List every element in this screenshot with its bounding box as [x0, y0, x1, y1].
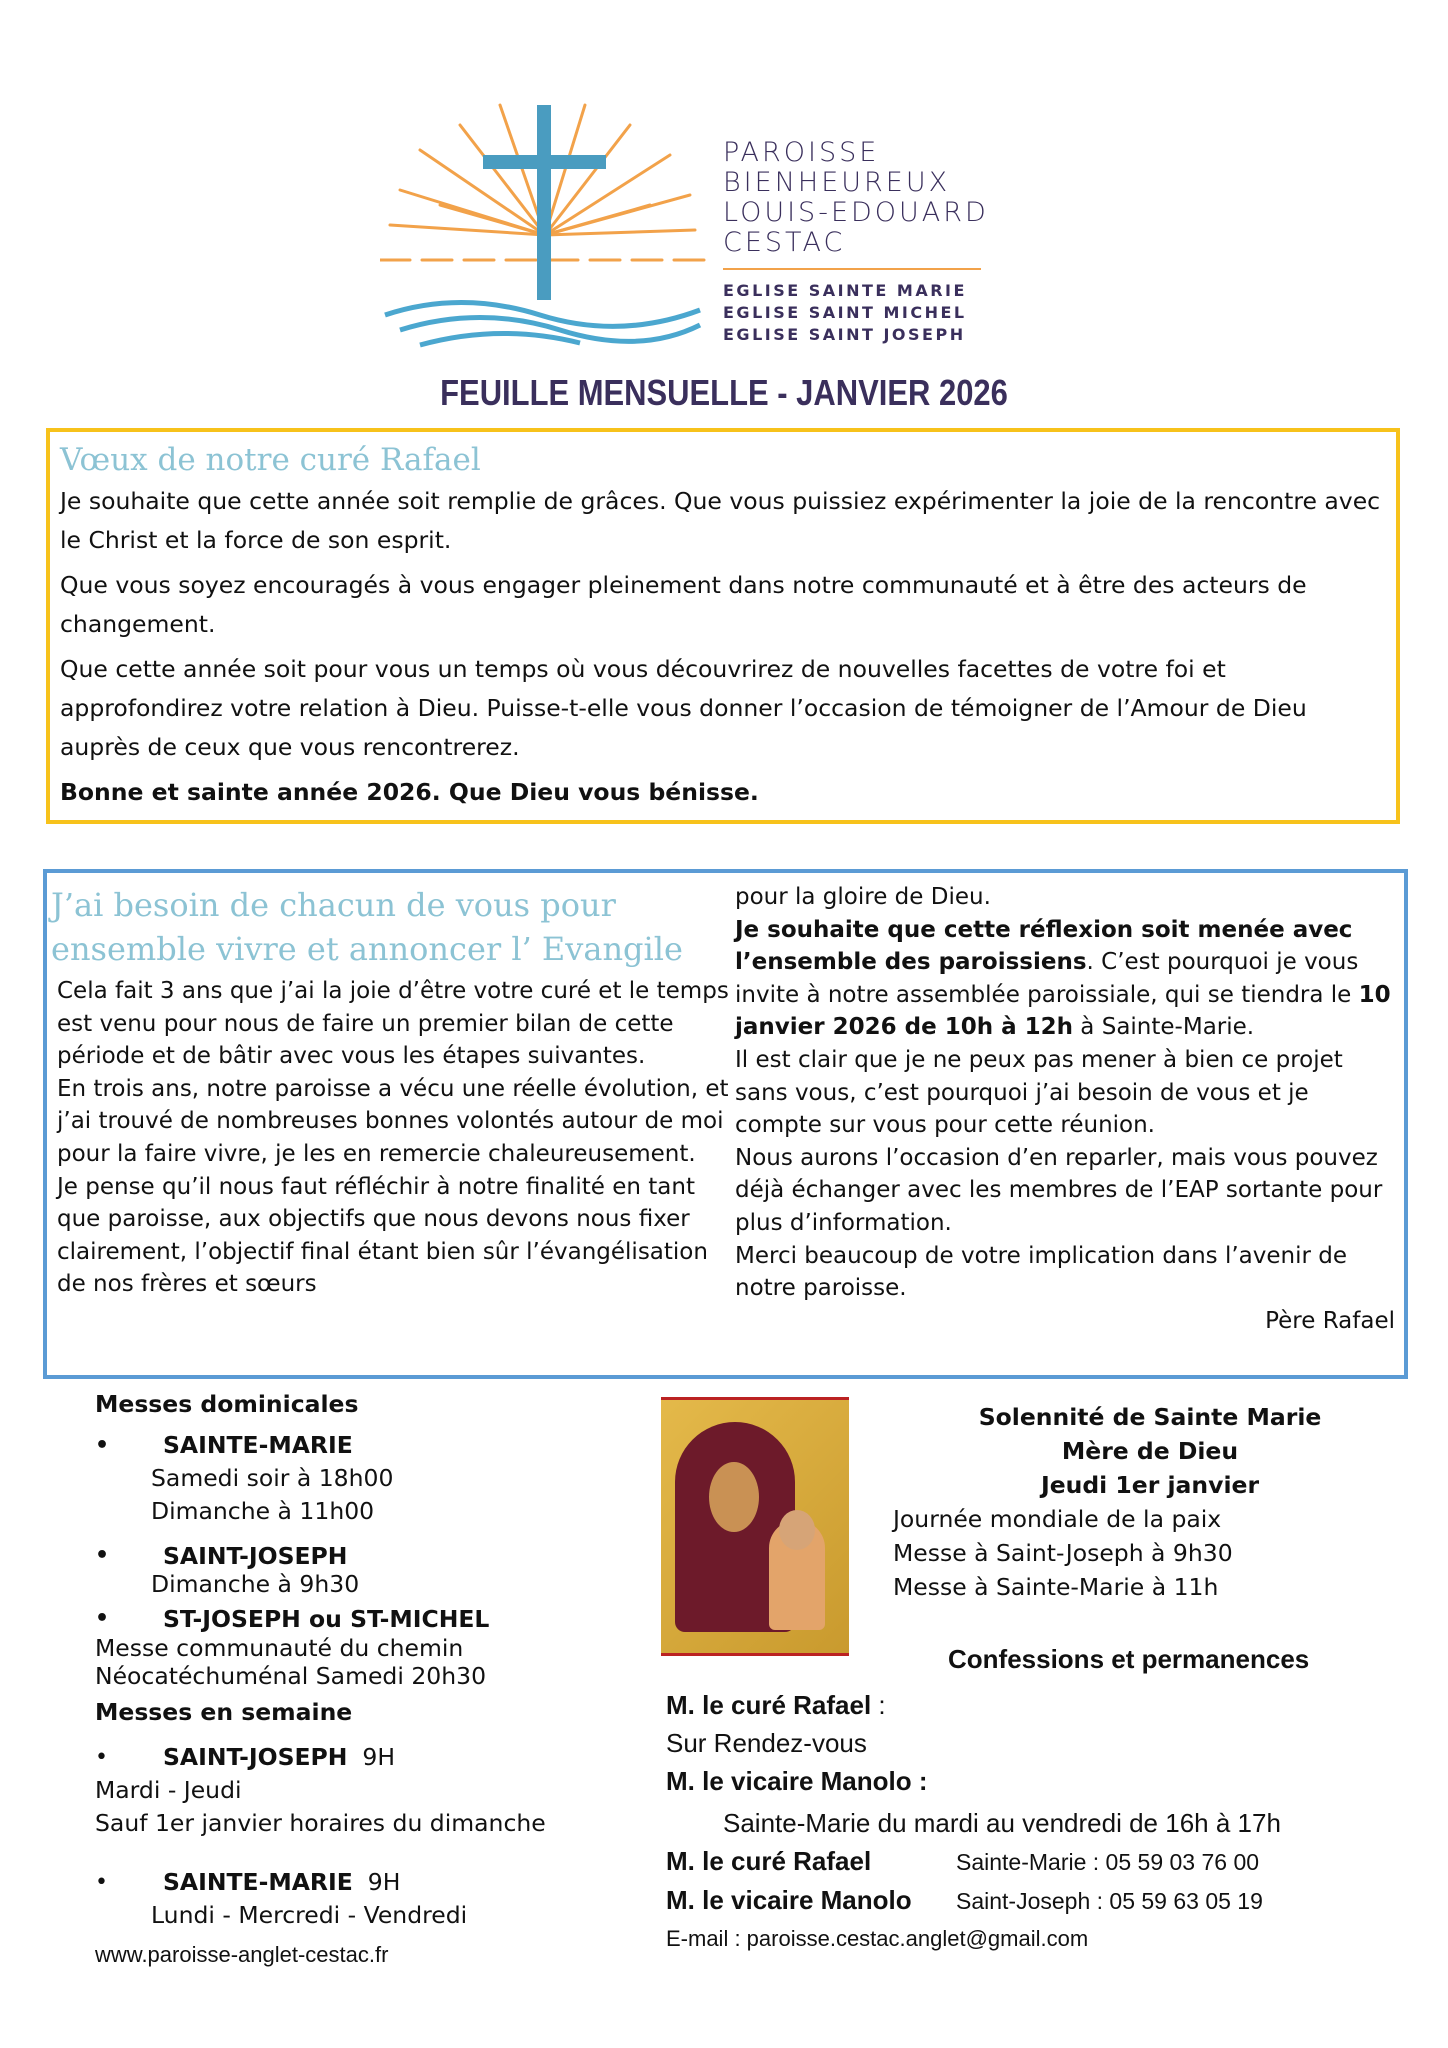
confessions-heading: Confessions et permanences: [948, 1644, 1310, 1674]
confessions-section: [666, 1640, 1426, 1958]
solennite-title: Solennité de Sainte Marie: [978, 1403, 1322, 1431]
mass-days: Mardi - Jeudi: [95, 1776, 242, 1804]
voeux-paragraph: Que cette année soit pour vous un temps où vous découvrirez de nouvelles facettes de votre foi et approfondirez votre relation à Dieu. Puisse-t-elle vous donner l’occasion de témoigner de l’Amour de Dieu auprès de ceux que vous rencontrerez.: [60, 655, 1307, 761]
contact-row: [666, 1881, 1426, 1920]
church-sainte-marie: • SAINTE-MARIE: [95, 1431, 353, 1459]
website-link[interactable]: www.paroisse-anglet-cestac.fr: [95, 1942, 389, 1967]
church-name: ST-JOSEPH ou ST-MICHEL: [163, 1605, 490, 1633]
messes-section: [95, 1388, 655, 1971]
voeux-closing: Bonne et sainte année 2026. Que Dieu vous bénisse.: [60, 778, 759, 806]
besoin-paragraph: pour la gloire de Dieu.: [735, 884, 991, 910]
cross-sunrise-logo-icon: [380, 95, 710, 350]
logo-church: EGLISE SAINT JOSEPH: [723, 325, 966, 344]
besoin-paragraph: Merci beaucoup de votre implication dans l’avenir de notre paroisse.: [735, 1242, 1347, 1302]
solennite-title: Jeudi 1er janvier: [1040, 1471, 1260, 1499]
logo-name-line: CESTAC: [723, 227, 846, 258]
solennite-title: Mère de Dieu: [1061, 1437, 1239, 1465]
church-name: SAINT-JOSEPH: [163, 1542, 348, 1570]
besoin-heading: J’ai besoin de chacun de vous pour ensemble vivre et annoncer l’ Evangile: [51, 886, 683, 968]
contact-name: M. le curé Rafael: [666, 1846, 872, 1876]
solennite-section: [860, 1400, 1420, 1604]
besoin-invite-paragraph: [735, 914, 1395, 1044]
solennite-line: Journée mondiale de la paix: [893, 1505, 1222, 1533]
solennite-line: Messe à Saint-Joseph à 9h30: [893, 1539, 1233, 1567]
logo-church: EGLISE SAINTE MARIE: [723, 281, 967, 300]
mass-time: Dimanche à 9h30: [151, 1570, 360, 1598]
bold-text: Je souhaite que cette réflexion soit menée avec l’ensemble des paroissiens: [735, 916, 1353, 976]
messes-semaine-heading: Messes en semaine: [95, 1698, 353, 1726]
church-name: SAINTE-MARIE: [163, 1868, 353, 1896]
besoin-paragraph: Il est clair que je ne peux pas mener à bien ce projet sans vous, c’est pourquoi j’ai besoin de vous et je compte sur vous pour cette réunion.: [735, 1046, 1343, 1139]
mass-note: Sauf 1er janvier horaires du dimanche: [95, 1809, 546, 1837]
email-link[interactable]: E-mail : paroisse.cestac.anglet@gmail.com: [666, 1926, 1089, 1951]
solennite-line: Messe à Sainte-Marie à 11h: [893, 1573, 1219, 1601]
cure-availability: Sur Rendez-vous: [666, 1728, 867, 1758]
mass-time: Messe communauté du chemin: [95, 1634, 464, 1662]
mass-time: 9H: [367, 1868, 401, 1896]
text: à Sainte-Marie.: [1073, 1014, 1255, 1041]
besoin-paragraph: Je pense qu’il nous faut réfléchir à notre finalité en tant que paroisse, aux objectifs que nous devons nous fixer clairement, l’objectif final étant bien sûr l’évangélisation de nos frères et sœurs: [57, 1173, 708, 1298]
logo-name-line: LOUIS-EDOUARD: [723, 197, 989, 228]
besoin-paragraph: Cela fait 3 ans que j’ai la joie d’être votre curé et le temps est venu pour nous de faire un premier bilan de cette période et de bâtir avec vous les étapes suivantes.: [57, 978, 729, 1070]
contact-phone: Saint-Joseph : 05 59 63 05 19: [956, 1888, 1263, 1914]
mass-time: 9H: [362, 1743, 396, 1771]
signature: Père Rafael: [1265, 1307, 1395, 1334]
text: :: [871, 1690, 886, 1720]
voeux-heading: Vœux de notre curé Rafael: [60, 442, 481, 478]
text: . C’est pourquoi je vous invite à notre assemblée paroissiale, qui se tiendra le: [735, 949, 1359, 1008]
logo-name-line: PAROISSE: [723, 137, 880, 168]
mass-time: Samedi soir à 18h00: [151, 1464, 394, 1492]
logo-church: EGLISE SAINT MICHEL: [723, 303, 967, 322]
mass-days: Lundi - Mercredi - Vendredi: [151, 1901, 468, 1929]
messes-dominicales-heading: Messes dominicales: [95, 1390, 359, 1418]
assembly-date: 10 janvier 2026 de 10h à 12h: [735, 981, 1391, 1041]
voeux-box: [46, 428, 1400, 824]
church-name: SAINTE-MARIE: [163, 1431, 353, 1459]
weekday-saint-joseph: • SAINT-JOSEPH 9H: [95, 1743, 396, 1771]
contact-phone: Sainte-Marie : 05 59 03 76 00: [956, 1849, 1260, 1875]
besoin-paragraph: En trois ans, notre paroisse a vécu une réelle évolution, et j’ai trouvé de nombreuses bonnes volontés autour de moi pour la faire vivre, je les en remercie chaleureusement.: [57, 1075, 729, 1167]
voeux-paragraph: Je souhaite que cette année soit remplie de grâces. Que vous puissiez expérimenter la joie de la rencontre avec le Christ et la force de son esprit.: [60, 487, 1381, 554]
logo-divider: [723, 268, 981, 270]
contact-row: [666, 1842, 1426, 1881]
vicaire-availability: Sainte-Marie du mardi au vendredi de 16h à 17h: [723, 1808, 1281, 1838]
cure-name: M. le curé Rafael: [666, 1690, 872, 1720]
church-sj-or-sm: • ST-JOSEPH ou ST-MICHEL: [95, 1605, 490, 1633]
mass-time: Néocatéchuménal Samedi 20h30: [95, 1662, 487, 1690]
contact-name: M. le vicaire Manolo: [666, 1885, 912, 1915]
virgin-and-child-icon: [661, 1397, 849, 1656]
parish-logo-text: [723, 138, 989, 346]
voeux-paragraph: Que vous soyez encouragés à vous engager pleinement dans notre communauté et à être des acteurs de changement.: [60, 571, 1307, 638]
besoin-box: [43, 869, 1408, 1379]
vicaire-name: M. le vicaire Manolo :: [666, 1766, 928, 1796]
besoin-paragraph: Nous aurons l’occasion d’en reparler, mais vous pouvez déjà échanger avec les membres de l’EAP sortante pour plus d’information.: [735, 1144, 1383, 1236]
mass-time: Dimanche à 11h00: [151, 1497, 375, 1525]
page-title: FEUILLE MENSUELLE - JANVIER 2026: [440, 372, 1008, 413]
church-saint-joseph: • SAINT-JOSEPH: [95, 1542, 348, 1570]
church-name: SAINT-JOSEPH: [163, 1743, 348, 1771]
logo-name-line: BIENHEUREUX: [723, 167, 951, 198]
weekday-sainte-marie: • SAINTE-MARIE 9H: [95, 1868, 401, 1896]
